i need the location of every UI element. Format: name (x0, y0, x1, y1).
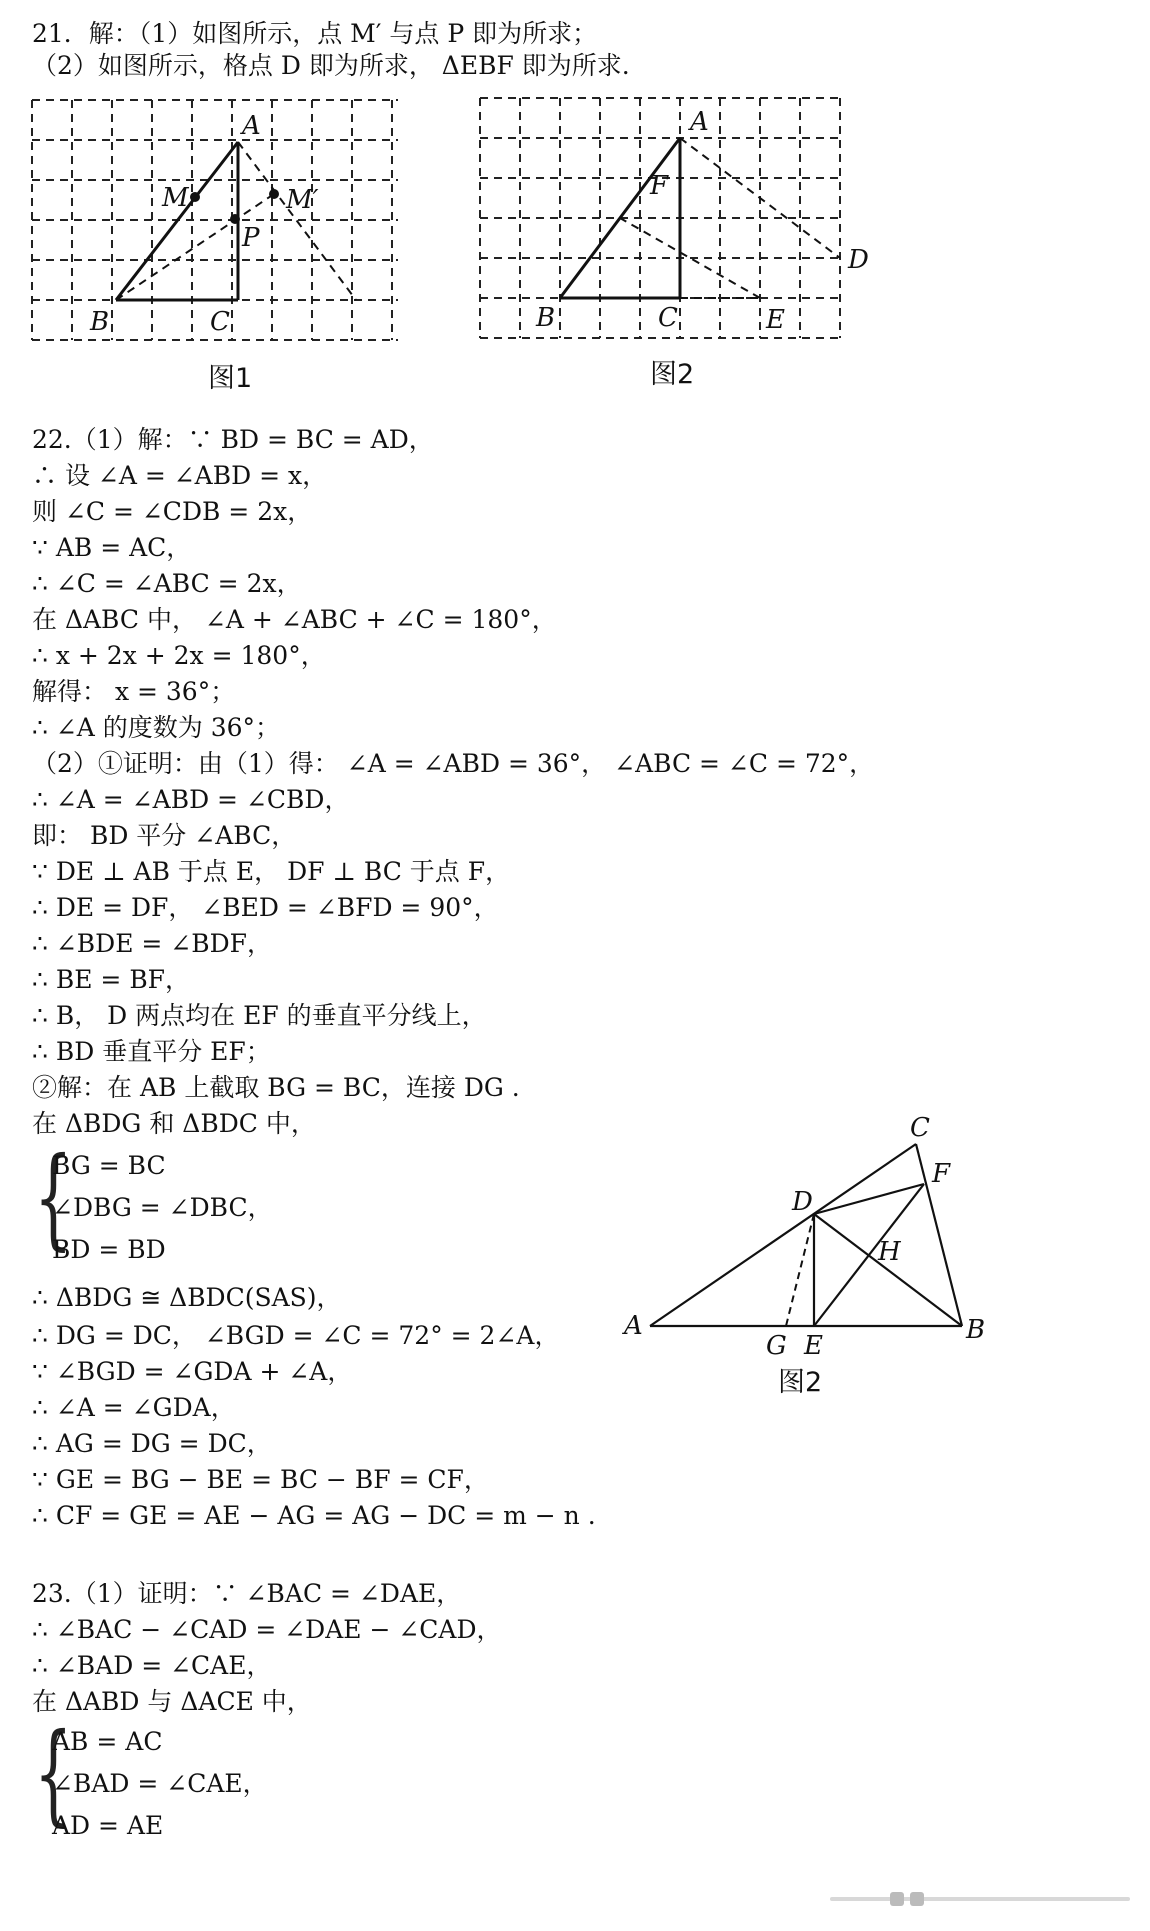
q22-line-26: ∵ GE = BG − BE = BC − BF = CF， (32, 1465, 489, 1494)
q21-line-1: 21．解：（1）如图所示，点 M′ 与点 P 即为所求； (32, 19, 598, 48)
label-h: H (878, 1237, 901, 1267)
label-f: F (650, 171, 669, 201)
q22-line-24: ∴ ∠A = ∠GDA， (32, 1393, 236, 1422)
q22-line-1: 22.（1）解：∵ BD = BC = AD， (32, 425, 434, 454)
q22-line-13: ∵ DE ⊥ AB 于点 E， DF ⊥ BC 于点 F， (32, 857, 511, 886)
fig1-caption: 图1 (208, 363, 253, 394)
label-b: B (536, 303, 556, 333)
q21-line-2: （2）如图所示，格点 D 即为所求， ΔEBF 即为所求. (32, 51, 630, 80)
q22-line-22: ∴ DG = DC， ∠BGD = ∠C = 72° = 2∠A， (32, 1321, 560, 1350)
q21-figure-1 (30, 98, 410, 348)
label-c: C (210, 307, 230, 337)
label-p: P (242, 223, 260, 253)
label-e: E (804, 1331, 823, 1361)
grid-lines (32, 100, 398, 340)
q21-figure-2 (478, 96, 888, 346)
grid-lines (480, 98, 842, 338)
q23-line-3: ∴ ∠BAD = ∠CAE， (32, 1651, 272, 1680)
q22-line-19: ②解：在 AB 上截取 BG = BC，连接 DG . (32, 1073, 520, 1102)
q22-line-3: 则 ∠C = ∠CDB = 2x， (32, 497, 313, 526)
q23-line-2: ∴ ∠BAC − ∠CAD = ∠DAE − ∠CAD， (32, 1615, 502, 1644)
label-m: M (162, 183, 189, 213)
q22-line-5: ∴ ∠C = ∠ABC = 2x， (32, 569, 302, 598)
label-b: B (966, 1315, 986, 1345)
q22-line-15: ∴ ∠BDE = ∠BDF， (32, 929, 273, 958)
q22-line-12: 即： BD 平分 ∠ABC， (32, 821, 297, 850)
q22-line-20: 在 ΔBDG 和 ΔBDC 中， (32, 1109, 316, 1138)
q23-system-1: AB = AC (52, 1727, 163, 1756)
q22-line-11: ∴ ∠A = ∠ABD = ∠CBD， (32, 785, 350, 814)
q22-system-1: BG = BC (52, 1151, 166, 1180)
point-m-prime (269, 189, 279, 199)
q22-line-9: ∴ ∠A 的度数为 36°； (32, 713, 281, 742)
q23-line-1: 23.（1）证明：∵ ∠BAC = ∠DAE， (32, 1579, 462, 1608)
label-c: C (910, 1113, 930, 1143)
q22-figure (620, 1108, 1000, 1400)
q22-line-18: ∴ BD 垂直平分 EF； (32, 1037, 271, 1066)
q22-system-3: BD = BD (52, 1235, 166, 1264)
label-e: E (766, 305, 785, 335)
q22-line-10: （2）①证明：由（1）得： ∠A = ∠ABD = 36°， ∠ABC = ∠C = 72°， (32, 749, 875, 778)
q22-line-23: ∵ ∠BGD = ∠GDA + ∠A， (32, 1357, 353, 1386)
q23-brace: { (34, 1709, 73, 1837)
label-f: F (932, 1159, 951, 1189)
q22-line-2: ∴ 设 ∠A = ∠ABD = x， (32, 461, 328, 490)
q22-line-7: ∴ x + 2x + 2x = 180°， (32, 641, 326, 670)
q22-line-21: ∴ ΔBDG ≅ ΔBDC(SAS)， (32, 1283, 342, 1312)
label-c: C (658, 303, 678, 333)
label-a: A (624, 1311, 643, 1341)
figure-lines (650, 1144, 962, 1326)
label-a: A (690, 107, 709, 137)
point-m (190, 192, 200, 202)
fig2-caption: 图2 (650, 359, 695, 390)
q22-line-8: 解得： x = 36°； (32, 677, 236, 706)
q22-line-27: ∴ CF = GE = AE − AG = AG − DC = m − n . (32, 1501, 596, 1530)
q22-line-6: 在 ΔABC 中， ∠A + ∠ABC + ∠C = 180°， (32, 605, 557, 634)
q22-system-2: ∠DBG = ∠DBC， (52, 1193, 273, 1222)
q23-system-3: AD = AE (52, 1811, 164, 1840)
q22-line-4: ∵ AB = AC， (32, 533, 192, 562)
q22-fig-caption: 图2 (778, 1367, 823, 1398)
label-b: B (90, 307, 110, 337)
label-a: A (242, 111, 261, 141)
q22-line-16: ∴ BE = BF， (32, 965, 191, 994)
q23-line-4: 在 ΔABD 与 ΔACE 中， (32, 1687, 312, 1716)
q22-line-14: ∴ DE = DF， ∠BED = ∠BFD = 90°， (32, 893, 499, 922)
label-d: D (848, 245, 869, 275)
label-m-prime: M′ (286, 185, 319, 215)
label-g: G (766, 1331, 787, 1361)
q22-line-25: ∴ AG = DG = DC， (32, 1429, 272, 1458)
point-p (230, 214, 240, 224)
label-d: D (792, 1187, 813, 1217)
q22-brace: { (34, 1133, 73, 1261)
scroll-indicator[interactable] (830, 1892, 1130, 1906)
q22-line-17: ∴ B， D 两点均在 EF 的垂直平分线上， (32, 1001, 487, 1030)
q23-system-2: ∠BAD = ∠CAE， (52, 1769, 268, 1798)
